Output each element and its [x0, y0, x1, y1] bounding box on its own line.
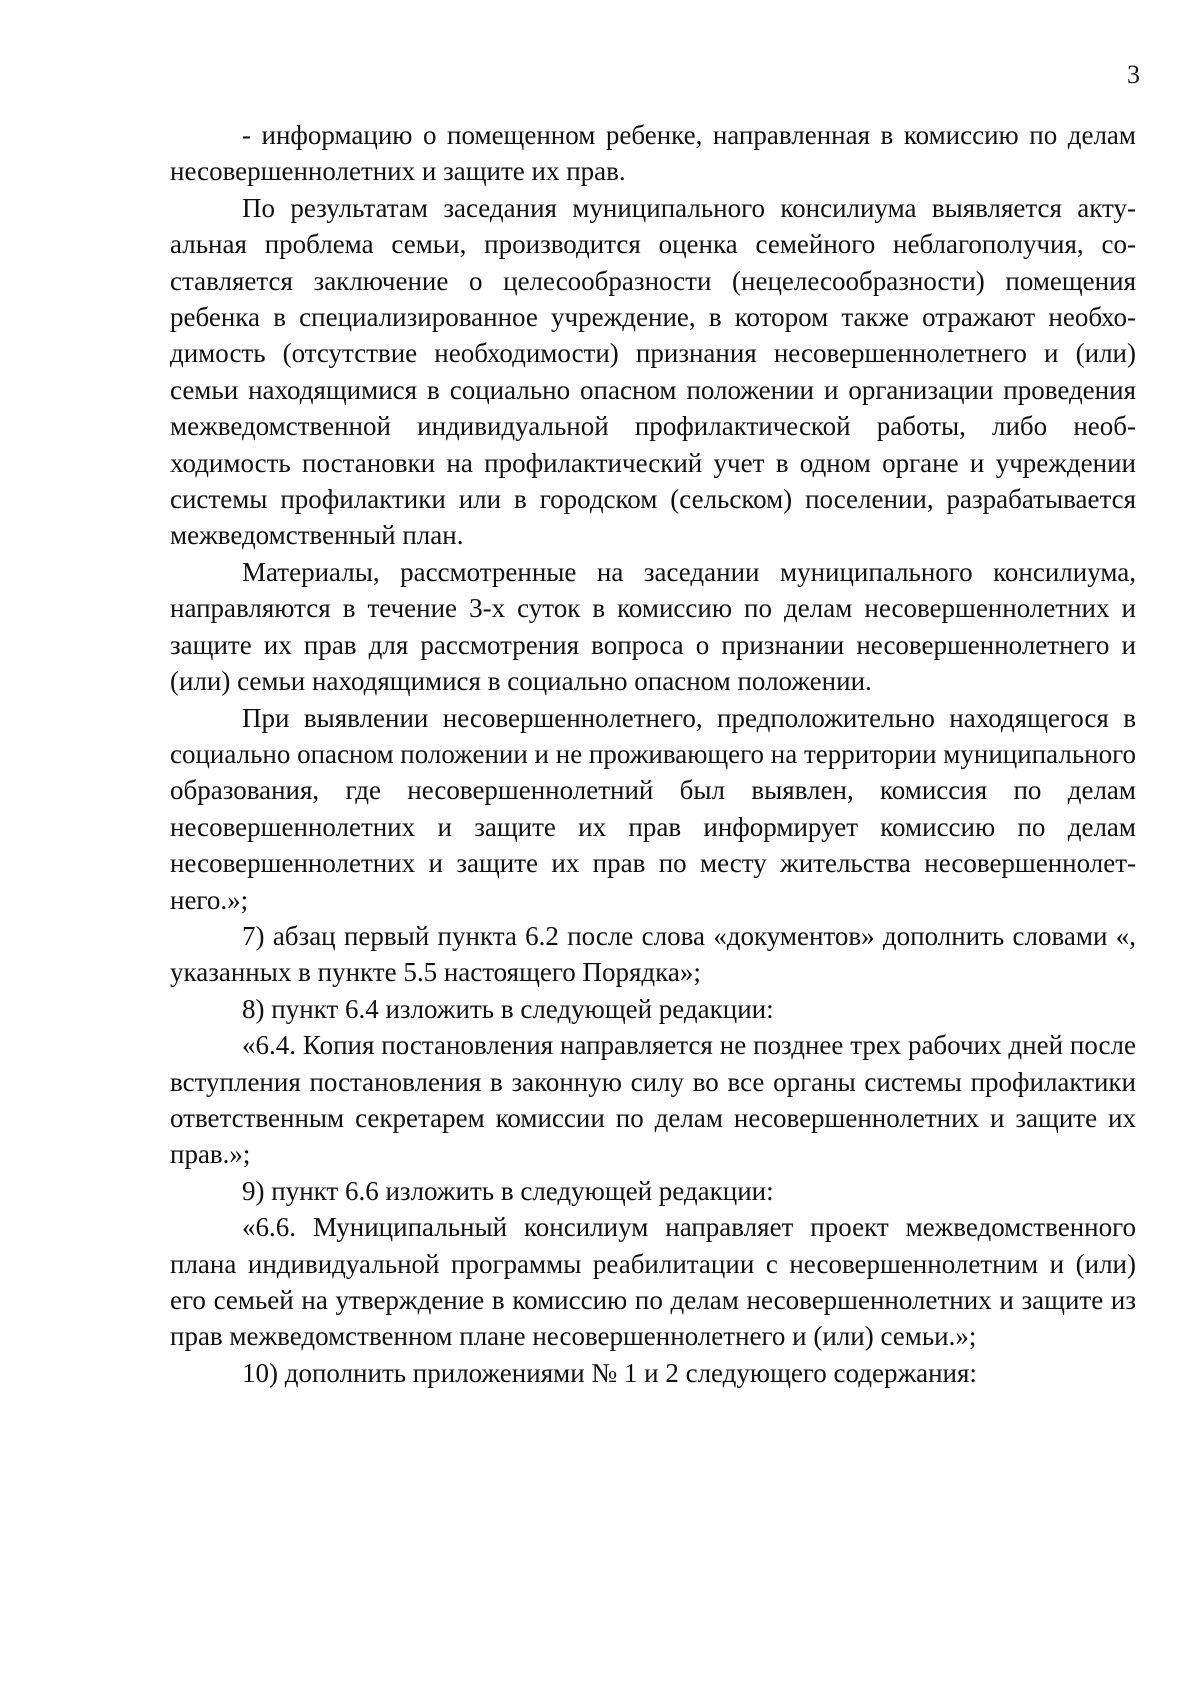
paragraph-info-placed-child: - информацию о помещенном ребенке, направленная в комиссию по делам несовершеннолетних и защите их прав. — [170, 120, 1136, 187]
paragraph-clause-6-4: «6.4. Копия постановления направляется не позднее трех рабочих дней после вступления постановления в законную силу во все органы системы профилактики ответственным секретарем комиссии по делам несовершеннолетних и защите их прав.»; — [170, 1030, 1136, 1170]
paragraph-identification: При выявлении несовершеннолетнего, предположительно находящегося в социально опасном положении и не проживающего на территории муниципального образования, где несовершеннолетний был выявлен, комиссия по делам несовершеннолетних и защите их прав информирует комиссию по делам несовершеннолетних и защите их прав по месту жительства несовершеннолетнего.»; — [170, 702, 1136, 915]
paragraph-item-7: 7) абзац первый пункта 6.2 после слова «документов» дополнить словами «, указанных в пункте 5.5 настоящего Порядка»; — [170, 920, 1136, 988]
paragraph-consilium-results: По результатам заседания муниципального консилиума выявляется актуальная проблема семьи, производится оценка семейного неблагополучия, составляется заключение о целесообразности (нецелесообразности) помещения ребенка в специализированное учреждение, в котором также отражают необходимость (отсутствие необходимости) признания несовершеннолетнего и (или) семьи находящимися в социально опасном положении и организации проведения межведомственной индивидуальной профилактической работы, либо необходимость постановки на профилактический учет в одном органе и учреждении системы профилактики или в городском (сельском) поселении, разрабатывается межведомственный план. — [170, 192, 1136, 551]
paragraph-item-9: 9) пункт 6.6 изложить в следующей редакции: — [242, 1175, 774, 1206]
page-number: 3 — [1127, 60, 1140, 89]
document-body — [170, 117, 1136, 1391]
paragraph-materials: Материалы, рассмотренные на заседании муниципального консилиума, направляются в течение 3-х суток в комиссию по делам несовершеннолетних и защите их прав для рассмотрения вопроса о признании несовершеннолетнего и (или) семьи находящимися в социально опасном положении. — [170, 556, 1136, 697]
paragraph-clause-6-6: «6.6. Муниципальный консилиум направляет проект межведомственного плана индивидуальной программы реабилитации с несовершеннолетним и (или) его семьей на утверждение в комиссию по делам несовершеннолетних и защите из прав межведомственном плане несовершеннолетнего и (или) семьи.»; — [170, 1212, 1136, 1352]
paragraph-item-8: 8) пункт 6.4 изложить в следующей редакции: — [242, 993, 774, 1024]
paragraph-item-10: 10) дополнить приложениями № 1 и 2 следующего содержания: — [242, 1357, 977, 1388]
